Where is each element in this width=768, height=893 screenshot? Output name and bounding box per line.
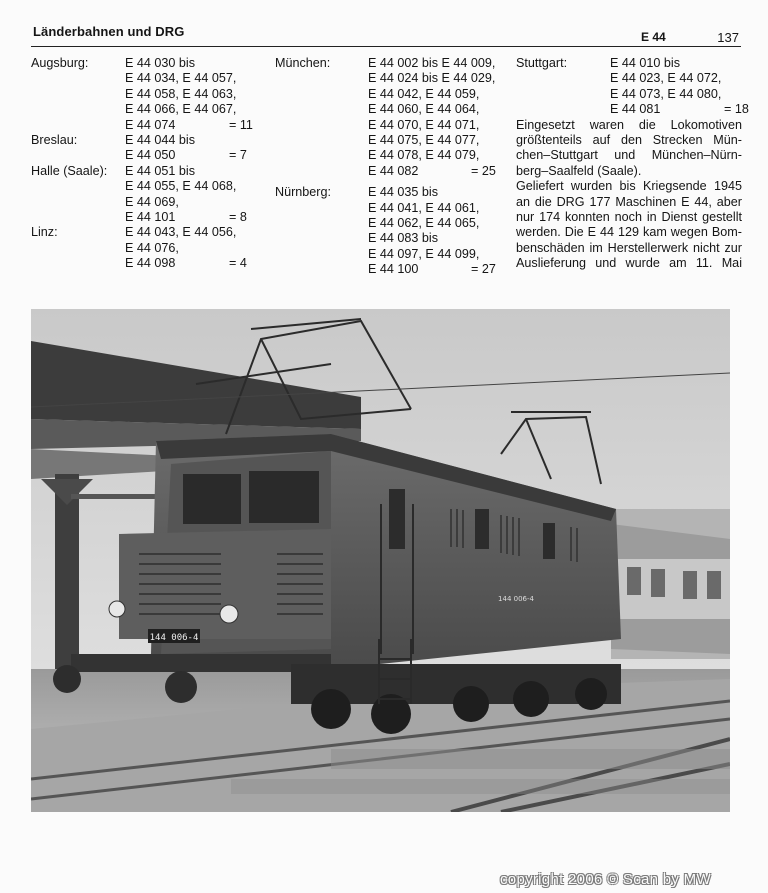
paragraph-delivery (516, 179, 742, 271)
loco-list-line: E 44 073, E 44 080, (610, 86, 722, 101)
loco-list-line: E 44 035 bis (368, 185, 439, 200)
loco-list-line: E 44 058, E 44 063, (125, 86, 237, 101)
depot-name: Nürnberg: (275, 185, 332, 200)
depot-name: Halle (Saale): (31, 163, 108, 178)
loco-list-line: E 44 043, E 44 056, (125, 225, 237, 240)
locomotive-class: E 44 (641, 30, 666, 44)
loco-list-line: E 44 097, E 44 099, (368, 246, 480, 261)
depot-halle (31, 164, 261, 226)
right-column (516, 56, 749, 272)
paragraph-line: werden. Die E 44 129 kam wegen Bom- (516, 225, 742, 240)
scan-watermark: copyright 2006 © Scan by MW (500, 871, 711, 888)
loco-list-line: E 44 060, E 44 064, (368, 102, 480, 117)
loco-list-line: E 44 069, (125, 194, 179, 209)
loco-list-line: E 44 101 (125, 210, 176, 225)
loco-list-line: E 44 023, E 44 072, (610, 71, 722, 86)
depot-nuernberg (275, 185, 505, 277)
loco-list-line: E 44 074 (125, 117, 176, 132)
loco-list-line: E 44 075, E 44 077, (368, 133, 480, 148)
depot-stuttgart (516, 56, 749, 118)
paragraph-usage (516, 118, 742, 180)
paragraph-line: Eingesetzt waren die Lokomotiven (516, 117, 742, 132)
depot-name: Linz: (31, 225, 58, 240)
locomotive-photo (31, 309, 730, 812)
loco-list-line: E 44 100 (368, 262, 419, 277)
paragraph-line: Auslieferung und wurde am 11. Mai (516, 256, 742, 271)
paragraph-line: nur 174 konnten noch in Dienst gestellt (516, 210, 742, 225)
loco-count: = 4 (229, 256, 247, 271)
loco-number-plate: 144 006-4 (149, 633, 199, 643)
depot-name: Augsburg: (31, 56, 89, 70)
loco-side-number: 144 006-4 (498, 595, 534, 603)
depot-name: München: (275, 56, 331, 70)
depot-augsburg (31, 56, 261, 133)
page-header (31, 22, 741, 47)
depot-breslau (31, 133, 261, 164)
loco-list-line: E 44 002 bis E 44 009, (368, 56, 496, 70)
loco-list-line: E 44 051 bis (125, 163, 196, 178)
loco-list-line: E 44 055, E 44 068, (125, 179, 237, 194)
loco-count: = 27 (471, 262, 496, 277)
paragraph-line: größtenteils auf den Strecken Mün- (516, 133, 742, 148)
depot-name: Breslau: (31, 133, 78, 148)
loco-list-line: E 44 041, E 44 061, (368, 200, 480, 215)
loco-count: = 8 (229, 210, 247, 225)
middle-column (275, 56, 505, 278)
paragraph-line: benschäden im Herstellerwerk nicht zur (516, 240, 742, 255)
loco-count: = 11 (229, 117, 253, 132)
loco-list-line: E 44 024 bis E 44 029, (368, 71, 496, 86)
loco-list-line: E 44 010 bis (610, 56, 681, 70)
depot-name: Stuttgart: (516, 56, 568, 70)
loco-count: = 25 (471, 163, 496, 178)
depot-linz (31, 225, 261, 271)
loco-list-line: E 44 030 bis (125, 56, 196, 70)
loco-list-line: E 44 078, E 44 079, (368, 148, 480, 163)
section-title: Länderbahnen und DRG (33, 24, 185, 39)
paragraph-line: berg–Saalfeld (Saale). (516, 163, 642, 178)
loco-list-line: E 44 066, E 44 067, (125, 102, 237, 117)
depot-muenchen (275, 56, 505, 179)
loco-list-line: E 44 070, E 44 071, (368, 117, 480, 132)
paragraph-line: Geliefert wurden bis Kriegsende 1945 (516, 179, 742, 194)
loco-list-line: E 44 050 (125, 148, 176, 163)
loco-list-line: E 44 062, E 44 065, (368, 216, 480, 231)
left-column (31, 56, 261, 272)
loco-list-line: E 44 081 (610, 102, 661, 117)
paragraph-line: chen–Stuttgart und München–Nürn- (516, 148, 742, 163)
loco-list-line: E 44 076, (125, 240, 179, 255)
loco-count: = 7 (229, 148, 247, 163)
loco-list-line: E 44 098 (125, 256, 176, 271)
loco-list-line: E 44 083 bis (368, 231, 439, 246)
paragraph-line: an die DRG 177 Maschinen E 44, aber (516, 194, 742, 209)
loco-list-line: E 44 044 bis (125, 133, 196, 148)
loco-list-line: E 44 082 (368, 163, 419, 178)
loco-list-line: E 44 042, E 44 059, (368, 86, 480, 101)
loco-count: = 18 (724, 102, 749, 117)
page-number: 137 (717, 30, 739, 45)
loco-list-line: E 44 034, E 44 057, (125, 71, 237, 86)
